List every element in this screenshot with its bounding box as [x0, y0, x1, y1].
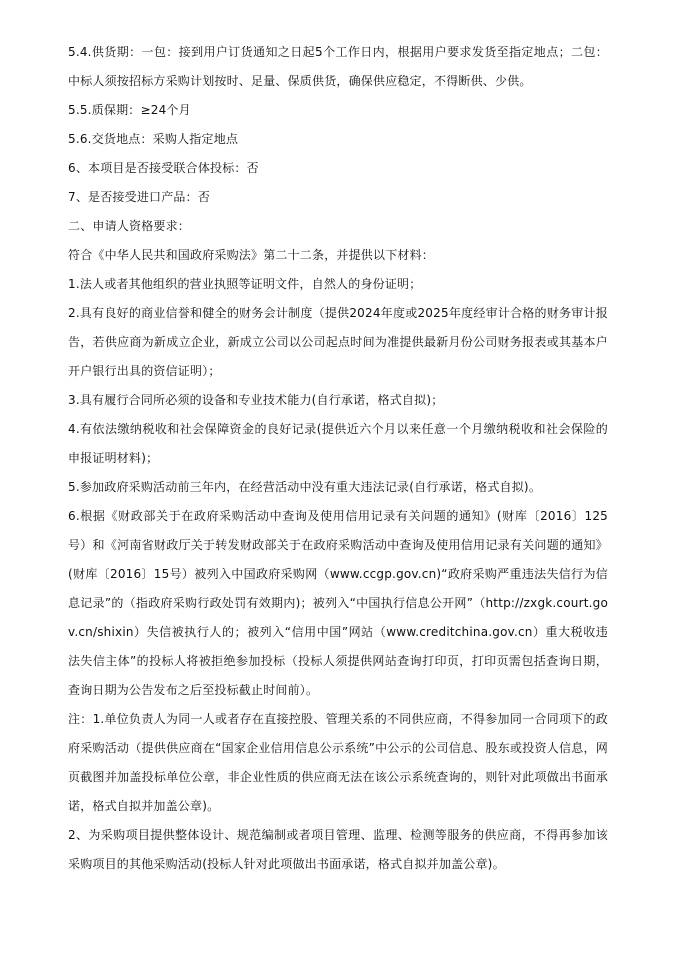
note-design-services: 2、为采购项目提供整体设计、规范编制或者项目管理、监理、检测等服务的供应商，不得再参加该采购项目的其他采购活动(投标人针对此项做出书面承诺，格式自拟并加盖公章)。 [68, 828, 608, 871]
list-item-business-license: 1.法人或者其他组织的营业执照等证明文件，自然人的身份证明； [68, 277, 422, 291]
list-item-credit-records: 6.根据《财政部关于在政府采购活动中查询及使用信用记录有关问题的通知》(财库〔2016〕125号）和《河南省财政厅关于转发财政部关于在政府采购活动中查询及使用信用记录有关问题的通知》(财库〔2016〕15号）被列入中国政府采购网（www.ccgp.gov.cn)“政府采购严重违法失信行为信息记录”的（指政府采购行政处罚有效期内)；被列入“中国执行信息公开网”（http://zxgk.court.gov.cn/shixin）失信被执行人的；被列入“信用中国”网站（www.creditchina.gov.cn）重大税收违法失信主体”的投标人将被拒绝参加投标（投标人须提供网站查询打印页，打印页需包括查询日期，查询日期为公告发布之后至投标截止时间前）。 [68, 509, 608, 697]
paragraph-procurement-law: 符合《中华人民共和国政府采购法》第二十二条，并提供以下材料： [68, 248, 435, 262]
paragraph-delivery-location: 5.6.交货地点：采购人指定地点 [68, 132, 239, 146]
list-item-technical-capability: 3.具有履行合同所必须的设备和专业技术能力(自行承诺，格式自拟)； [68, 393, 444, 407]
list-item-no-violations: 5.参加政府采购活动前三年内，在经营活动中没有重大违法记录(自行承诺，格式自拟)。 [68, 480, 542, 494]
note-same-principal: 注：1.单位负责人为同一人或者存在直接控股、管理关系的不同供应商，不得参加同一合同项下的政府采购活动（提供供应商在“国家企业信用信息公示系统”中公示的公司信息、股东或投资人信息，网页截图并加盖投标单位公章，非企业性质的供应商无法在该公示系统查询的，则针对此项做出书面承诺，格式自拟并加盖公章)。 [68, 712, 608, 813]
list-item-tax-records: 4.有依法缴纳税收和社会保障资金的良好记录(提供近六个月以来任意一个月缴纳税收和社会保险的申报证明材料)； [68, 422, 608, 465]
paragraph-consortium-bid: 6、本项目是否接受联合体投标：否 [68, 161, 259, 175]
section-heading-qualifications: 二、申请人资格要求： [68, 219, 191, 233]
paragraph-imported-products: 7、是否接受进口产品：否 [68, 190, 211, 204]
paragraph-warranty-period: 5.5.质保期：≥24个月 [68, 103, 191, 117]
document-body [68, 38, 608, 879]
list-item-financial-system: 2.具有良好的商业信誉和健全的财务会计制度（提供2024年度或2025年度经审计合格的财务审计报告，若供应商为新成立企业，新成立公司以公司起点时间为准提供最新月份公司财务报表或其基本户开户银行出具的资信证明）； [68, 306, 608, 378]
paragraph-delivery-period: 5.4.供货期：一包：接到用户订货通知之日起5个工作日内，根据用户要求发货至指定地点；二包：中标人须按招标方采购计划按时、足量、保质供货，确保供应稳定，不得断供、少供。 [68, 45, 608, 88]
